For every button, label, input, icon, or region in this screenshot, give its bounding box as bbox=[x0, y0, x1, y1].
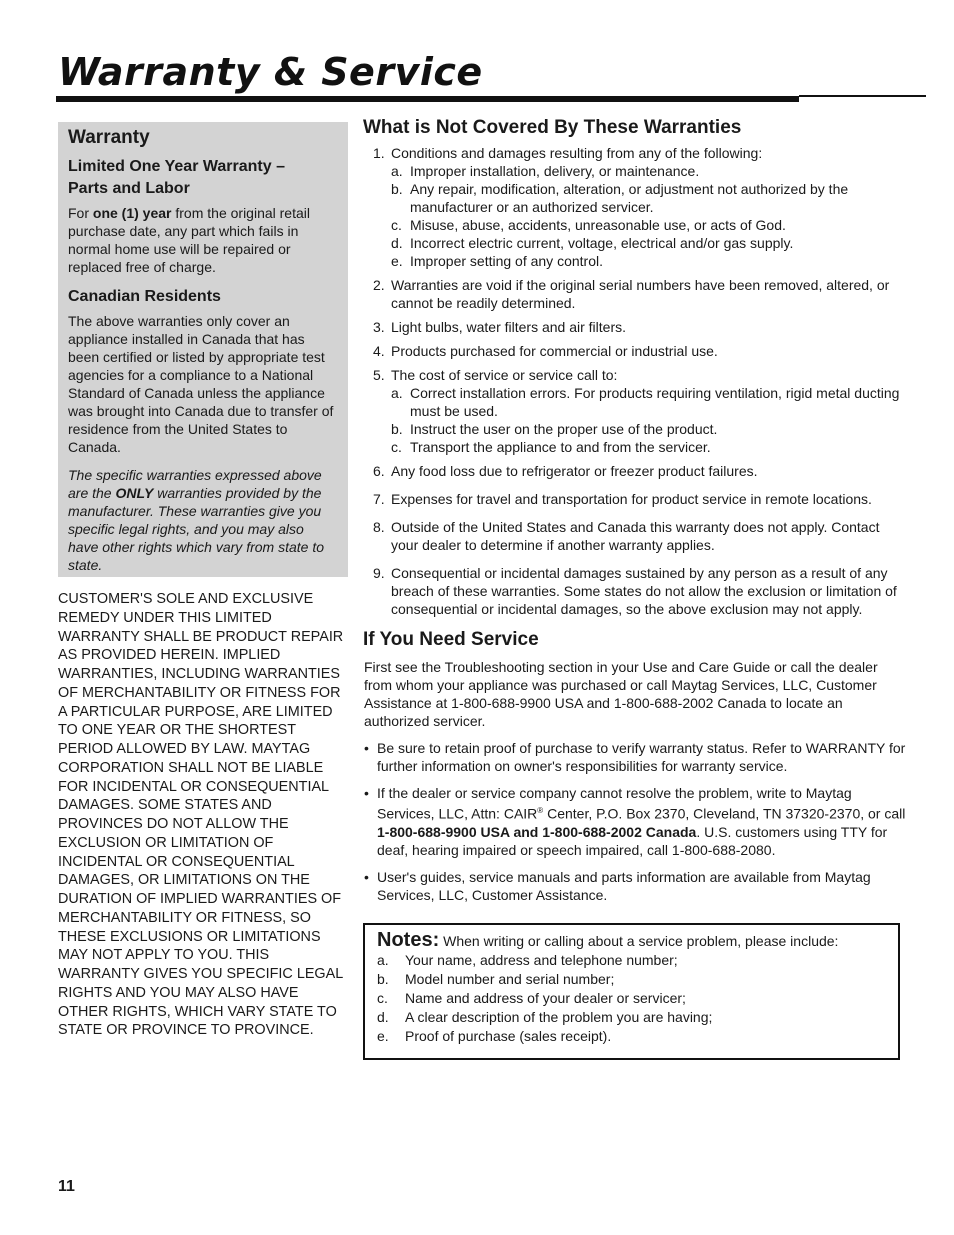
sub-list bbox=[391, 162, 908, 270]
sub-item bbox=[391, 180, 908, 216]
bullet-text-mid: Center, P.O. Box 2370, Cleveland, TN 37320-2370, or call bbox=[543, 805, 906, 822]
item-number: 9. bbox=[373, 565, 385, 581]
item-text: Consequential or incidental damages sustained by any person as a result of any breach of these warranties. Some states do not allow the exclusion or limitation of consequential or incidental damages, so the above exclusion may not apply. bbox=[391, 565, 897, 617]
sub-list bbox=[391, 384, 908, 456]
service-intro: First see the Troubleshooting section in your Use and Care Guide or call the dealer from whom your appliance was purchased or call Maytag Services, LLC, Customer Assistance at 1-800-688-9900 USA and 1-800-688-2002 Canada to locate an authorized servicer. bbox=[364, 659, 878, 729]
specific-post: warranties provided by the manufacturer. These warranties give you specific legal rights, and you may also have other rights which vary from state to state. bbox=[68, 485, 324, 573]
item-text: Expenses for travel and transportation for product service in remote locations. bbox=[391, 491, 872, 507]
sub-item bbox=[391, 420, 908, 438]
notes-item bbox=[377, 970, 888, 989]
specific-pre: The specific warranties expressed above are the bbox=[68, 467, 322, 501]
notes-text: Proof of purchase (sales receipt). bbox=[405, 1028, 612, 1044]
item-text: Products purchased for commercial or industrial use. bbox=[391, 343, 718, 359]
notes-letter: a. bbox=[377, 952, 389, 968]
phone-numbers: 1-800-688-9900 USA and 1-800-688-2002 Canada bbox=[377, 823, 697, 840]
item-text: Light bulbs, water filters and air filters. bbox=[391, 319, 626, 335]
notes-letter: e. bbox=[377, 1028, 389, 1044]
item-number: 5. bbox=[373, 367, 385, 383]
service-heading: If You Need Service bbox=[363, 629, 539, 650]
not-covered-heading: What is Not Covered By These Warranties bbox=[363, 117, 742, 138]
sub-text: Correct installation errors. For products requiring ventilation, rigid metal ducting must be used. bbox=[410, 385, 900, 419]
not-covered-list bbox=[363, 144, 908, 618]
notes-label: Notes: bbox=[377, 929, 440, 951]
notes-text: Name and address of your dealer or servicer; bbox=[405, 990, 686, 1006]
sub-text: Misuse, abuse, accidents, unreasonable use, or acts of God. bbox=[410, 217, 786, 233]
canadian-residents-text: The above warranties only cover an appliance installed in Canada that has been certified or listed by appropriate test agencies for a compliance to a National Standard of Canada unless the appliance was brought into Canada due to transfer of residence from the United States to Canada. bbox=[68, 313, 334, 455]
item-number: 3. bbox=[373, 319, 385, 335]
not-covered-item bbox=[363, 342, 908, 360]
notes-item bbox=[377, 1008, 888, 1027]
service-bullet bbox=[363, 784, 908, 859]
bullet-text-post: . U.S. customers using TTY for deaf, hearing impaired or speech impaired, call 1-800-688-2080. bbox=[377, 823, 888, 858]
item-text: Any food loss due to refrigerator or freezer product failures. bbox=[391, 463, 758, 479]
sub-letter: b. bbox=[391, 181, 403, 197]
sub-item bbox=[391, 234, 908, 252]
title-rule bbox=[56, 96, 799, 102]
registered-mark: ® bbox=[537, 806, 544, 815]
item-number: 7. bbox=[373, 491, 385, 507]
notes-item bbox=[377, 951, 888, 970]
bullet-dot: • bbox=[364, 740, 369, 756]
bullet-text: Be sure to retain proof of purchase to verify warranty status. Refer to WARRANTY for further information on owner's responsibilities for warranty service. bbox=[377, 740, 906, 774]
limited-text-post: from the original retail purchase date, any part which fails in normal home use will be repaired or replaced free of charge. bbox=[68, 205, 310, 275]
item-number: 4. bbox=[373, 343, 385, 359]
limited-heading-line-2: Parts and Labor bbox=[68, 180, 190, 197]
sub-text: Instruct the user on the proper use of the product. bbox=[410, 421, 718, 437]
notes-letter: c. bbox=[377, 990, 388, 1006]
notes-item bbox=[377, 989, 888, 1008]
sub-text: Any repair, modification, alteration, or adjustment not authorized by the manufacturer or an authorized servicer. bbox=[410, 181, 849, 215]
notes-letter: d. bbox=[377, 1009, 389, 1025]
sub-letter: a. bbox=[391, 163, 403, 179]
notes-intro: When writing or calling about a service problem, please include: bbox=[439, 933, 839, 949]
service-bullets bbox=[363, 739, 908, 904]
sub-letter: b. bbox=[391, 421, 403, 437]
notes-letter: b. bbox=[377, 971, 389, 987]
sub-letter: d. bbox=[391, 235, 403, 251]
specific-warranties-text bbox=[68, 466, 338, 574]
sub-text: Transport the appliance to and from the servicer. bbox=[410, 439, 711, 455]
sub-item bbox=[391, 216, 908, 234]
notes-header bbox=[377, 931, 888, 951]
notes-box bbox=[363, 923, 900, 1060]
limited-text-bold: one (1) year bbox=[92, 205, 172, 221]
notes-list bbox=[377, 951, 888, 1046]
sub-text: Improper installation, delivery, or maintenance. bbox=[410, 163, 700, 179]
notes-text: Your name, address and telephone number; bbox=[405, 952, 678, 968]
sub-item bbox=[391, 438, 908, 456]
not-covered-item bbox=[363, 276, 908, 312]
notes-item bbox=[377, 1027, 888, 1046]
bullet-dot: • bbox=[364, 785, 369, 801]
sub-text: Improper setting of any control. bbox=[410, 253, 603, 269]
bullet-text-pre: If the dealer or service company cannot resolve the problem, write to Maytag Services, LLC, Attn: CAIR bbox=[377, 785, 852, 822]
sub-letter: c. bbox=[391, 439, 402, 455]
limited-text-pre: For bbox=[68, 205, 93, 221]
not-covered-item bbox=[363, 564, 908, 618]
bullet-text: User's guides, service manuals and parts information are available from Maytag Services, LLC, Customer Assistance. bbox=[377, 868, 871, 903]
not-covered-item bbox=[363, 462, 908, 480]
item-number: 8. bbox=[373, 519, 385, 535]
page-title: Warranty & Service bbox=[58, 50, 483, 94]
sub-letter: e. bbox=[391, 253, 403, 269]
specific-bold: ONLY bbox=[115, 485, 154, 501]
item-number: 2. bbox=[373, 277, 385, 293]
limited-warranty-text bbox=[68, 204, 338, 276]
not-covered-item bbox=[363, 518, 908, 554]
item-number: 6. bbox=[373, 463, 385, 479]
notes-text: Model number and serial number; bbox=[405, 971, 615, 987]
sub-letter: c. bbox=[391, 217, 402, 233]
canadian-residents-heading: Canadian Residents bbox=[68, 288, 221, 305]
item-text: Conditions and damages resulting from any of the following: bbox=[391, 145, 763, 161]
sub-item bbox=[391, 252, 908, 270]
right-column bbox=[363, 114, 908, 913]
title-rule-thin bbox=[799, 95, 926, 97]
sub-item bbox=[391, 384, 908, 420]
item-text: Warranties are void if the original serial numbers have been removed, altered, or cannot be readily determined. bbox=[391, 277, 890, 311]
not-covered-item bbox=[363, 490, 908, 508]
warranty-box bbox=[58, 122, 348, 577]
sub-letter: a. bbox=[391, 385, 403, 401]
bullet-dot: • bbox=[364, 868, 369, 885]
sub-text: Incorrect electric current, voltage, electrical and/or gas supply. bbox=[410, 235, 794, 251]
item-text: The cost of service or service call to: bbox=[391, 367, 618, 383]
service-bullet bbox=[363, 868, 908, 904]
warranty-heading: Warranty bbox=[68, 127, 150, 148]
sub-item bbox=[391, 162, 908, 180]
notes-text: A clear description of the problem you are having; bbox=[405, 1009, 713, 1025]
item-text: Outside of the United States and Canada this warranty does not apply. Contact your dealer to determine if another warranty applies. bbox=[391, 519, 880, 553]
not-covered-item bbox=[363, 366, 908, 456]
page-number: 11 bbox=[58, 1178, 75, 1195]
not-covered-item bbox=[363, 318, 908, 336]
exclusive-remedy-text: CUSTOMER'S SOLE AND EXCLUSIVE REMEDY UNDER THIS LIMITED WARRANTY SHALL BE PRODUCT REPAIR AS PROVIDED HEREIN. IMPLIED WARRANTIES, INCLUDING WARRANTIES OF MERCHANTABILITY OR FITNESS FOR A PARTICULAR PURPOSE, ARE LIMITED TO ONE YEAR OR THE SHORTEST PERIOD ALLOWED BY LAW. MAYTAG CORPORATION SHALL NOT BE LIABLE FOR INCIDENTAL OR CONSEQUENTIAL DAMAGES. SOME STATES AND PROVINCES DO NOT ALLOW THE EXCLUSION OR LIMITATION OF INCIDENTAL OR CONSEQUENTIAL DAMAGES, OR LIMITATIONS ON THE DURATION OF IMPLIED WARRANTIES OF MERCHANTABILITY OR FITNESS, SO THESE EXCLUSIONS OR LIMITATIONS MAY NOT APPLY TO YOU. THIS WARRANTY GIVES YOU SPECIFIC LEGAL RIGHTS AND YOU MAY ALSO HAVE OTHER RIGHTS, WHICH VARY STATE TO STATE OR PROVINCE TO PROVINCE. bbox=[58, 591, 344, 1039]
limited-warranty-heading bbox=[68, 156, 338, 200]
item-number: 1. bbox=[373, 145, 385, 161]
not-covered-item bbox=[363, 144, 908, 270]
limited-heading-line-1: Limited One Year Warranty – bbox=[68, 158, 285, 175]
service-bullet bbox=[363, 739, 908, 775]
